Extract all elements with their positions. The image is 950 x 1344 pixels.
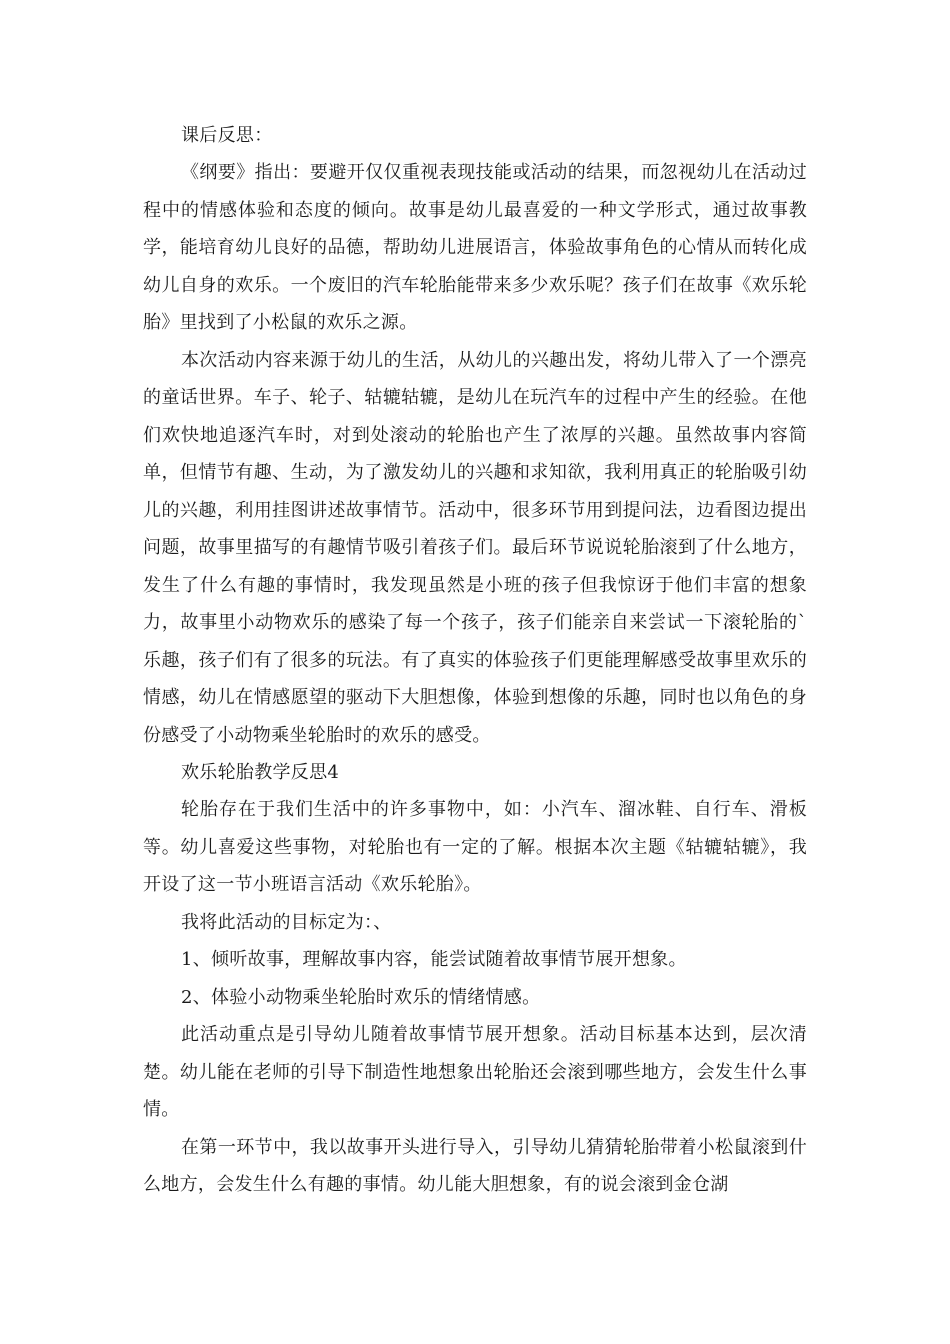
paragraph: 轮胎存在于我们生活中的许多事物中，如：小汽车、溜冰鞋、自行车、滑板等。幼儿喜爱这些事物，对轮胎也有一定的了解。根据本次主题《轱辘轱辘》，我开设了这一节小班语言活动《欢乐轮胎》。	[143, 799, 807, 895]
list-item: 1、倾听故事，理解故事内容，能尝试随着故事情节展开想象。	[181, 949, 687, 970]
section-heading: 课后反思：	[181, 125, 273, 146]
list-item: 2、体验小动物乘坐轮胎时欢乐的情绪情感。	[181, 986, 541, 1008]
paragraph: 本次活动内容来源于幼儿的生活，从幼儿的兴趣出发，将幼儿带入了一个漂亮的童话世界。车子、轮子、轱辘轱辘，是幼儿在玩汽车的过程中产生的经验。在他们欢快地追逐汽车时，对到处滚动的轮胎也产生了浓厚的兴趣。虽然故事内容简单，但情节有趣、生动，为了激发幼儿的兴趣和求知欲，我利用真正的轮胎吸引幼儿的兴趣，利用挂图讲述故事情节。活动中，很多环节用到提问法，边看图边提出问题，故事里描写的有趣情节吸引着孩子们。最后环节说说轮胎滚到了什么地方，发生了什么有趣的事情时，我发现虽然是小班的孩子但我惊讶于他们丰富的想象力，故事里小动物欢乐的感染了每一个孩子，孩子们能亲自来尝试一下滚轮胎的`乐趣，孩子们有了很多的玩法。有了真实的体验孩子们更能理解感受故事里欢乐的情感，幼儿在情感愿望的驱动下大胆想像，体验到想像的乐趣，同时也以角色的身份感受了小动物乘坐轮胎时的欢乐的感受。	[143, 349, 807, 746]
paragraph: 我将此活动的目标定为：、	[181, 911, 392, 933]
paragraph: 此活动重点是引导幼儿随着故事情节展开想象。活动目标基本达到，层次清楚。幼儿能在老师的引导下制造性地想象出轮胎还会滚到哪些地方，会发生什么事情。	[143, 1024, 807, 1120]
paragraph: 《纲要》指出：要避开仅仅重视表现技能或活动的结果，而忽视幼儿在活动过程中的情感体验和态度的倾向。故事是幼儿最喜爱的一种文学形式，通过故事教学，能培育幼儿良好的品德，帮助幼儿进展语言，体验故事角色的心情从而转化成幼儿自身的欢乐。一个废旧的汽车轮胎能带来多少欢乐呢？孩子们在故事《欢乐轮胎》里找到了小松鼠的欢乐之源。	[143, 162, 807, 333]
section-heading: 欢乐轮胎教学反思4	[181, 762, 340, 783]
paragraph: 在第一环节中，我以故事开头进行导入，引导幼儿猜猜轮胎带着小松鼠滚到什么地方，会发生什么有趣的事情。幼儿能大胆想象，有的说会滚到金仓湖	[143, 1136, 807, 1195]
document-body	[143, 117, 807, 1204]
